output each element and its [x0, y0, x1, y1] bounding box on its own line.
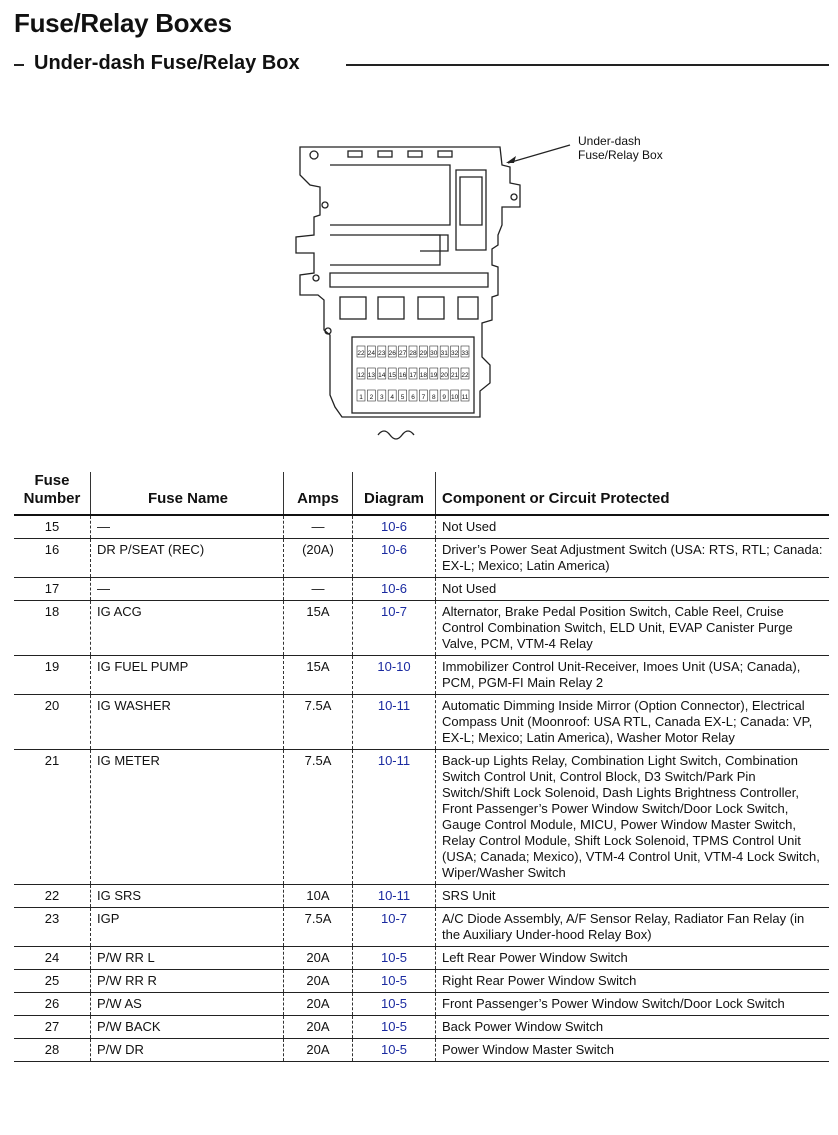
- fuse-row-1: [357, 346, 469, 357]
- fuse-number-cell: 22: [44, 888, 60, 903]
- amps-cell: 10A: [284, 885, 353, 908]
- amps-cell: —: [284, 515, 353, 539]
- fuse-name-cell: P/W DR: [91, 1039, 284, 1062]
- fuse-slot-label: 11: [461, 394, 469, 401]
- diagram-cell: 10-5: [353, 1016, 436, 1039]
- header-number-line-2: Number: [23, 490, 81, 507]
- table-row: [14, 656, 829, 695]
- component-cell: Power Window Master Switch: [436, 1039, 830, 1062]
- amps-cell: 7.5A: [284, 750, 353, 885]
- relay-block: [458, 297, 478, 319]
- fuse-slot-label: 29: [419, 350, 428, 357]
- fuse-slot-label: 15: [388, 372, 396, 379]
- fuse-name-cell: IG METER: [91, 750, 284, 885]
- table-row: [14, 993, 829, 1016]
- relay-block: [330, 273, 488, 287]
- fuse-number-cell: 15: [44, 519, 60, 534]
- header-number-line-1: Fuse: [34, 472, 70, 489]
- amps-cell: 7.5A: [284, 695, 353, 750]
- section-header: [14, 52, 829, 80]
- component-cell: Back Power Window Switch: [436, 1016, 830, 1039]
- callout-line-2: Fuse/Relay Box: [578, 148, 663, 162]
- fuse-slot-label: 32: [450, 350, 459, 357]
- table-row: [14, 750, 829, 885]
- fuse-number-cell: 21: [44, 753, 60, 768]
- fuse-slot-label: 10: [450, 394, 459, 401]
- fuse-row-2: [357, 368, 469, 379]
- diagram-cell: 10-6: [353, 539, 436, 578]
- fuse-name-cell: IG ACG: [91, 601, 284, 656]
- table-row: [14, 695, 829, 750]
- header-component: Component or Circuit Protected: [436, 472, 830, 515]
- table-row: [14, 1016, 829, 1039]
- mount-hole: [511, 194, 517, 200]
- notch: [348, 151, 362, 157]
- relay-block: [340, 297, 366, 319]
- diagram-cell: 10-5: [353, 947, 436, 970]
- table-row: [14, 885, 829, 908]
- amps-cell: 20A: [284, 970, 353, 993]
- amps-cell: 20A: [284, 993, 353, 1016]
- fuse-slot-label: 21: [450, 372, 459, 379]
- fuse-slot-label: 22: [357, 350, 365, 357]
- table-header-row: [14, 472, 829, 515]
- fuse-slot-label: 30: [430, 350, 438, 357]
- relay-block: [418, 297, 444, 319]
- amps-cell: 7.5A: [284, 908, 353, 947]
- amps-cell: 20A: [284, 947, 353, 970]
- fuse-slot-label: 24: [367, 350, 376, 357]
- section-rule: [346, 64, 829, 66]
- fuse-slot-label: 28: [409, 350, 417, 357]
- callout-arrowhead: [506, 156, 516, 163]
- table-row: [14, 1039, 829, 1062]
- fuse-slot-label: 8: [431, 394, 436, 401]
- amps-cell: 20A: [284, 1039, 353, 1062]
- component-cell: Not Used: [436, 578, 830, 601]
- diagram-cell: 10-6: [353, 578, 436, 601]
- fuse-slot-label: 26: [388, 350, 396, 357]
- notch: [378, 151, 392, 157]
- fuse-slot-label: 1: [359, 394, 363, 401]
- fuse-number-cell: 28: [44, 1042, 60, 1057]
- notch: [408, 151, 422, 157]
- diagram-cell: 10-5: [353, 1039, 436, 1062]
- fuse-name-cell: IG WASHER: [91, 695, 284, 750]
- fuse-name-cell: IG FUEL PUMP: [91, 656, 284, 695]
- subtitle-dash: [14, 64, 24, 66]
- relay-block: [420, 235, 448, 251]
- component-cell: Right Rear Power Window Switch: [436, 970, 830, 993]
- diagram-cell: 10-7: [353, 601, 436, 656]
- fuse-number-cell: 24: [44, 950, 60, 965]
- bottom-connector: [378, 431, 414, 439]
- fuse-number-cell: 16: [44, 542, 60, 557]
- amps-cell: —: [284, 578, 353, 601]
- component-cell: Back-up Lights Relay, Combination Light Switch, Combination Switch Control Unit, Control Block, D3 Switch/Park Pin Switch/Shift Lock Solenoid, Dash Lights Brightness Controller, Front Passenger’s Power Window Switch/Door Lock Switch, Gauge Control Module, MICU, Power Window Master Switch, Relay Control Module, Shift Lock Solenoid, TPMS Control Unit (USA; Canada; Mexico), VTM-4 Control Unit, VTM-4 Lock Switch, Wiper/Washer Switch: [436, 750, 830, 885]
- table-row: [14, 970, 829, 993]
- diagram-cell: 10-11: [353, 885, 436, 908]
- fuse-name-cell: IGP: [91, 908, 284, 947]
- fuse-row-3: [357, 390, 469, 401]
- section-title: Under-dash Fuse/Relay Box: [34, 52, 300, 74]
- fuse-box-diagram: [270, 125, 690, 460]
- header-fuse-name: Fuse Name: [91, 472, 284, 515]
- fuse-number-cell: 25: [44, 973, 60, 988]
- header-diagram: Diagram: [353, 472, 436, 515]
- fuse-slot-label: 16: [398, 372, 407, 379]
- component-cell: Front Passenger’s Power Window Switch/Door Lock Switch: [436, 993, 830, 1016]
- diagram-cell: 10-10: [353, 656, 436, 695]
- fuse-number-cell: 18: [44, 604, 60, 619]
- fuse-slot-label: 33: [461, 350, 469, 357]
- relay-block: [330, 165, 450, 225]
- mount-hole: [310, 151, 318, 159]
- table-row: [14, 578, 829, 601]
- fuse-slot-label: 4: [390, 394, 395, 401]
- fuse-name-cell: —: [91, 515, 284, 539]
- fuse-slot-label: 23: [378, 350, 386, 357]
- mount-hole: [313, 275, 319, 281]
- fuse-number-cell: 27: [44, 1019, 60, 1034]
- notch: [438, 151, 452, 157]
- fuse-slot-label: 19: [430, 372, 438, 379]
- component-cell: Driver’s Power Seat Adjustment Switch (USA: RTS, RTL; Canada: EX-L; Mexico; Latin America): [436, 539, 830, 578]
- component-cell: SRS Unit: [436, 885, 830, 908]
- fuse-name-cell: P/W RR R: [91, 970, 284, 993]
- table-row: [14, 908, 829, 947]
- component-cell: Left Rear Power Window Switch: [436, 947, 830, 970]
- fuse-slot-label: 3: [379, 394, 384, 401]
- fuse-slot-label: 5: [400, 394, 405, 401]
- relay-block: [460, 177, 482, 225]
- fuse-name-cell: —: [91, 578, 284, 601]
- table-row: [14, 947, 829, 970]
- fuse-name-cell: P/W AS: [91, 993, 284, 1016]
- diagram-cell: 10-5: [353, 970, 436, 993]
- fuse-number-cell: 17: [44, 581, 60, 596]
- component-cell: Alternator, Brake Pedal Position Switch, Cable Reel, Cruise Control Combination Switch, ELD Unit, EVAP Canister Purge Valve, PCM, VTM-4 Relay: [436, 601, 830, 656]
- page-title: Fuse/Relay Boxes: [14, 8, 232, 38]
- mount-hole: [322, 202, 328, 208]
- fuse-slot-label: 2: [369, 394, 374, 401]
- component-cell: Automatic Dimming Inside Mirror (Option Connector), Electrical Compass Unit (Moonroof: USA RTL, Canada EX-L; Canada: VP, EX-L; Mexico; Latin America), Washer Motor Relay: [436, 695, 830, 750]
- fuse-slot-label: 20: [440, 372, 448, 379]
- amps-cell: 15A: [284, 656, 353, 695]
- relay-block: [378, 297, 404, 319]
- fuse-number-cell: 20: [44, 698, 60, 713]
- component-cell: Immobilizer Control Unit-Receiver, Imoes Unit (USA; Canada), PCM, PGM-FI Main Relay 2: [436, 656, 830, 695]
- component-cell: A/C Diode Assembly, A/F Sensor Relay, Radiator Fan Relay (in the Auxiliary Under-hood Relay Box): [436, 908, 830, 947]
- component-cell: Not Used: [436, 515, 830, 539]
- fuse-slot-label: 27: [398, 350, 407, 357]
- header-fuse-number: [14, 472, 91, 515]
- relay-block: [330, 235, 440, 265]
- fuse-slot-label: 9: [442, 394, 447, 401]
- diagram-cell: 10-11: [353, 750, 436, 885]
- fuse-slot-label: 31: [440, 350, 448, 357]
- diagram-cell: 10-11: [353, 695, 436, 750]
- amps-cell: 15A: [284, 601, 353, 656]
- fuse-table: [14, 472, 829, 1062]
- header-amps: Amps: [284, 472, 353, 515]
- diagram-cell: 10-7: [353, 908, 436, 947]
- table-row: [14, 601, 829, 656]
- fuse-slot-label: 7: [421, 394, 426, 401]
- table-row: [14, 539, 829, 578]
- fuse-number-cell: 19: [44, 659, 60, 674]
- fuse-slot-label: 17: [409, 372, 417, 379]
- diagram-cell: 10-6: [353, 515, 436, 539]
- fuse-name-cell: P/W BACK: [91, 1016, 284, 1039]
- table-body: [14, 515, 829, 1062]
- fuse-name-cell: P/W RR L: [91, 947, 284, 970]
- table-row: [14, 515, 829, 539]
- fuse-slot-label: 18: [419, 372, 428, 379]
- fuse-slot-label: 14: [378, 372, 386, 379]
- diagram-cell: 10-5: [353, 993, 436, 1016]
- fuse-slot-label: 22: [461, 372, 469, 379]
- fuse-number-cell: 26: [44, 996, 60, 1011]
- fuse-slot-label: 13: [367, 372, 376, 379]
- fuse-number-cell: 23: [44, 911, 60, 926]
- amps-cell: 20A: [284, 1016, 353, 1039]
- fuse-slot-label: 12: [357, 372, 365, 379]
- fuse-slot-label: 6: [411, 394, 415, 401]
- fuse-name-cell: DR P/SEAT (REC): [91, 539, 284, 578]
- callout-line-1: Under-dash: [578, 134, 641, 148]
- fuse-name-cell: IG SRS: [91, 885, 284, 908]
- amps-cell: (20A): [284, 539, 353, 578]
- callout-arrow: [508, 145, 570, 163]
